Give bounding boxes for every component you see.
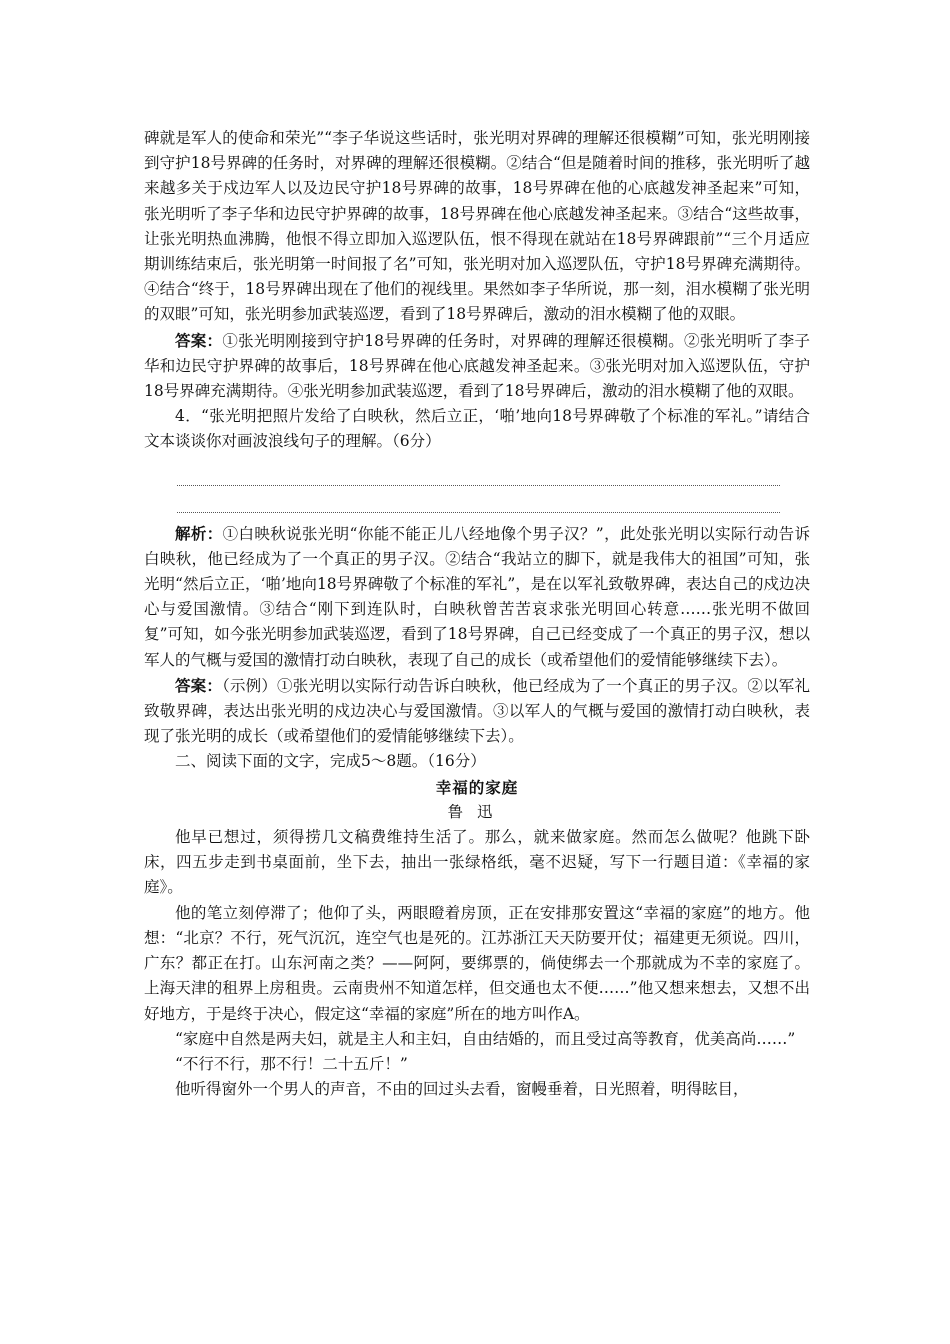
answer-blank-line bbox=[177, 459, 780, 486]
answer-label: 答案： bbox=[175, 675, 223, 695]
answer-text: （示例）①张光明以实际行动告诉白映秋，他已经成为了一个真正的男子汉。②以军礼致敬界碑，表达出张光明的戍边决心与爱国激情。③以军人的气概与爱国的激情打动白映秋，表现了张光明的成长（或希望他们的爱情能够继续下去）。 bbox=[144, 676, 810, 746]
story-paragraph: 他听得窗外一个男人的声音，不由的回过头去看，窗幔垂着，日光照着，明得眩目， bbox=[175, 1080, 749, 1099]
analysis-label: 解析： bbox=[175, 523, 223, 543]
question-4: 4．“张光明把照片发给了白映秋，然后立正，‘啪’地向18号界碑敬了个标准的军礼。”请结合文本谈谈你对画波浪线句子的理解。（6分） bbox=[144, 407, 810, 451]
answer-text: ①张光明刚接到守护18号界碑的任务时，对界碑的理解还很模糊。②张光明听了李子华和边民守护界碑的故事后，18号界碑在他心底越发神圣起来。③张光明对加入巡逻队伍，守护18号界碑充满期待。④张光明参加武装巡逻，看到了18号界碑后，激动的泪水模糊了他的双眼。 bbox=[144, 331, 810, 401]
q3-answer bbox=[144, 328, 810, 405]
answer-label: 答案： bbox=[175, 330, 223, 350]
story-paragraph: “不行不行，那不行！二十五斤！” bbox=[175, 1054, 408, 1073]
answer-blank-line bbox=[177, 486, 780, 513]
document-page bbox=[144, 126, 810, 1102]
story-paragraph: 他的笔立刻停滞了；他仰了头，两眼瞪着房顶，正在安排那安置这“幸福的家庭”的地方。他想：“北京？不行，死气沉沉，连空气也是死的。江苏浙江天天防要开仗；福建更无须说。四川，广东？都正在打。山东河南之类？——阿阿，要绑票的，倘使绑去一个那就成为不幸的家庭了。上海天津的租界上房租贵。云南贵州不知道怎样，但交通也太不便……”他又想来想去，又想不出好地方，于是终于决心，假定这“幸福的家庭”所在的地方叫作A。 bbox=[144, 903, 810, 1023]
q4-answer bbox=[144, 673, 810, 750]
story-paragraph: “家庭中自然是两夫妇，就是主人和主妇，自由结婚的，而且受过高等教育，优美高尚……” bbox=[175, 1029, 796, 1048]
q4-analysis bbox=[144, 521, 810, 673]
q3-analysis-tail: 碑就是军人的使命和荣光”“李子华说这些话时，张光明对界碑的理解还很模糊”可知，张光明刚接到守护18号界碑的任务时，对界碑的理解还很模糊。②结合“但是随着时间的推移，张光明听了越来越多关于戍边军人以及边民守护18号界碑的故事，18号界碑在他的心底越发神圣起来”可知，张光明听了李子华和边民守护界碑的故事，18号界碑在他心底越发神圣起来。③结合“这些故事，让张光明热血沸腾，他恨不得立即加入巡逻队伍，恨不得现在就站在18号界碑跟前”“三个月适应期训练结束后，张光明第一时间报了名”可知，张光明对加入巡逻队伍，守护18号界碑充满期待。④结合“终于，18号界碑出现在了他们的视线里。果然如李子华所说，那一刻，泪水模糊了张光明的双眼”可知，张光明参加武装巡逻，看到了18号界碑后，激动的泪水模糊了他的双眼。 bbox=[144, 129, 810, 324]
story-paragraph: 他早已想过，须得捞几文稿费维持生活了。那么，就来做家庭。然而怎么做呢？他跳下卧床，四五步走到书桌面前，坐下去，抽出一张绿格纸，毫不迟疑，写下一行题目道：《幸福的家庭》。 bbox=[144, 828, 810, 897]
story-title: 幸福的家庭 bbox=[435, 777, 519, 797]
analysis-text: ①白映秋说张光明“你能不能正儿八经地像个男子汉？”，此处张光明以实际行动告诉白映秋，他已经成为了一个真正的男子汉。②结合“我站立的脚下，就是我伟大的祖国”可知，张光明“然后立正，‘啪’地向18号界碑敬了个标准的军礼”，是在以军礼致敬界碑，表达自己的戍边决心与爱国激情。③结合“刚下到连队时，白映秋曾苦苦哀求张光明回心转意……张光明不做回复”可知，如今张光明参加武装巡逻，看到了18号界碑，自己已经变成了一个真正的男子汉，想以军人的气概与爱国的激情打动白映秋，表现了自己的成长（或希望他们的爱情能够继续下去）。 bbox=[144, 524, 810, 669]
story-author: 鲁迅 bbox=[447, 802, 507, 821]
section-2-instruction: 二、阅读下面的文字，完成5～8题。（16分） bbox=[175, 752, 486, 771]
